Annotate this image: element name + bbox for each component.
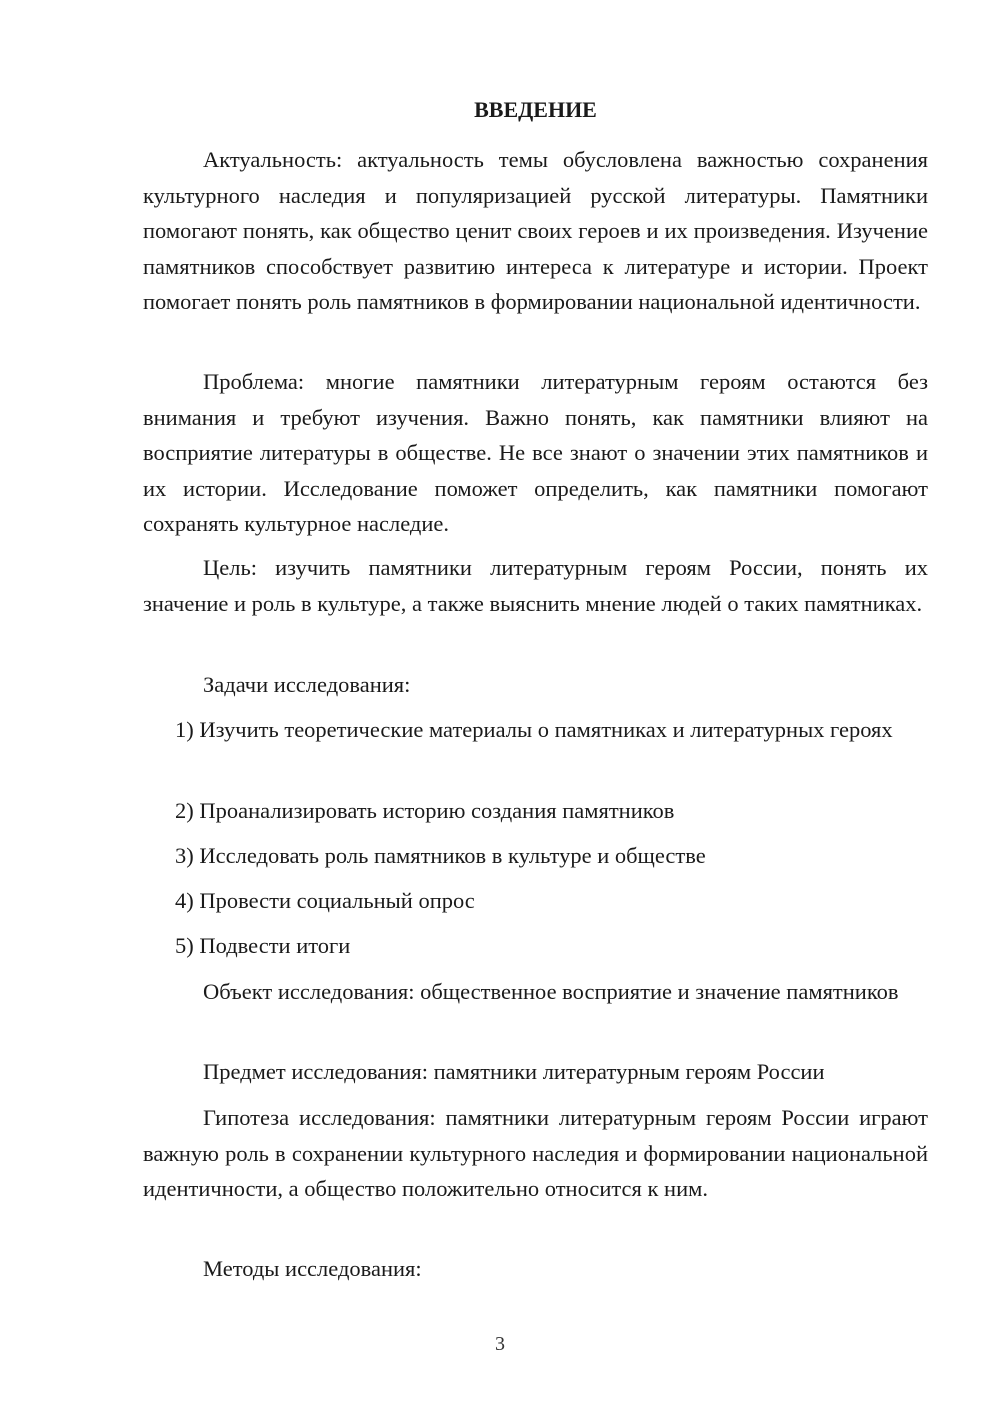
paragraph-object: Объект исследования: общественное восприятие и значение памятников: [203, 979, 899, 1004]
paragraph-relevance: Актуальность: актуальность темы обусловлена важностью сохранения культурного наследия и популяризацией русской литературы. Памятники помогают понять, как общество ценит своих героев и их произведения. Изучение памятников способствует развитию интереса к литературе и истории. Проект помогает понять роль памятников в формировании национальной идентичности.: [143, 147, 928, 314]
page-number: 3: [495, 1333, 505, 1355]
paragraph-subject: Предмет исследования: памятники литературным героям России: [203, 1059, 825, 1084]
paragraph-goal: Цель: изучить памятники литературным героям России, понять их значение и роль в культуре, а также выяснить мнение людей о таких памятниках.: [143, 555, 928, 616]
section-title: ВВЕДЕНИЕ: [474, 97, 597, 122]
task-item-2: 2) Проанализировать историю создания памятников: [175, 798, 675, 823]
paragraph-hypothesis: Гипотеза исследования: памятники литературным героям России играют важную роль в сохранении культурного наследия и формировании национальной идентичности, а общество положительно относится к ним.: [143, 1105, 928, 1201]
task-item-5: 5) Подвести итоги: [175, 933, 351, 958]
tasks-heading: Задачи исследования:: [203, 672, 411, 697]
paragraph-problem: Проблема: многие памятники литературным героям остаются без внимания и требуют изучения. Важно понять, как памятники влияют на восприятие литературы в обществе. Не все знают о значении этих памятников и их истории. Исследование поможет определить, как памятники помогают сохранять культурное наследие.: [143, 369, 928, 536]
task-item-1: 1) Изучить теоретические материалы о памятниках и литературных героях: [175, 717, 893, 742]
task-item-4: 4) Провести социальный опрос: [175, 888, 475, 913]
task-item-3: 3) Исследовать роль памятников в культуре и обществе: [175, 843, 706, 868]
methods-heading: Методы исследования:: [203, 1256, 422, 1281]
